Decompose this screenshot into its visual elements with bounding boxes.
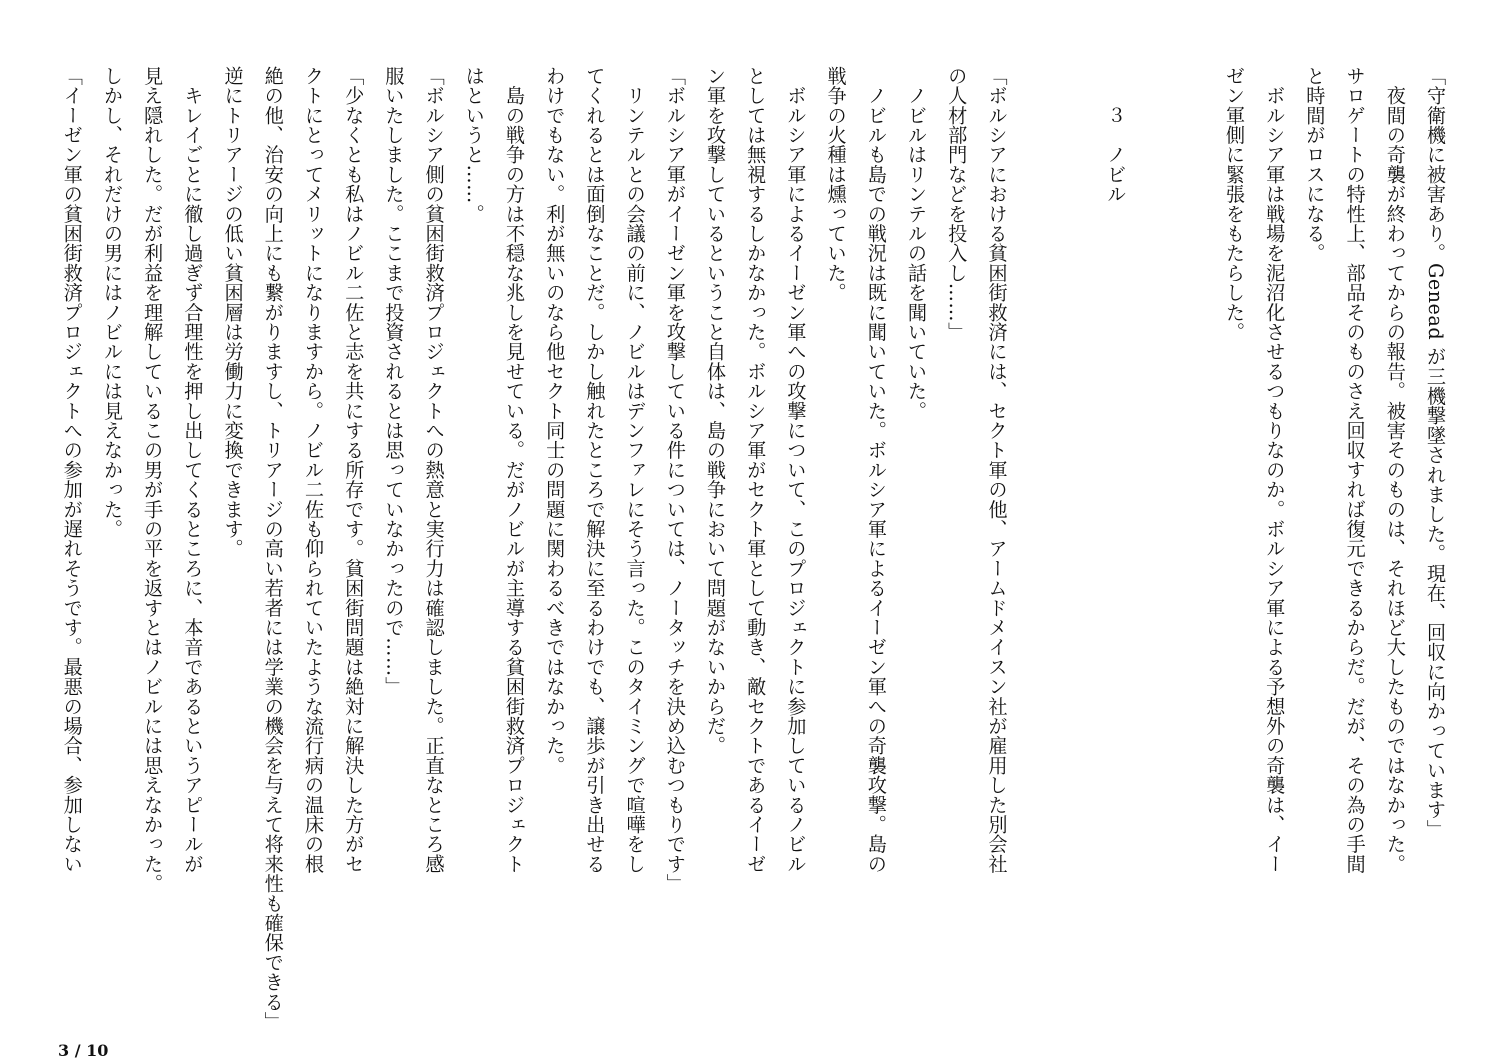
text-column: ボルシア軍は戦場を泥沼化させるつもりなのか。ボルシア軍による予想外の奇襲は、イー [1263,66,1287,874]
text-column: 夜間の奇襲が終わってからの報告。被害そのものは、それほど大したものではなかった。 [1383,66,1407,874]
text-column: サロゲートの特性上、部品そのものさえ回収すれば復元できるからだ。だが、その為の手間 [1343,66,1367,874]
text-column: 「ボルシア側の貧困街救済プロジェクトへの熱意と実行力は確認しました。正直なところ感 [422,66,446,874]
text-column: ン軍を攻撃しているということ自体は、島の戦争において問題がないからだ。 [704,66,727,756]
text-column: 「守衛機に被害あり。Genead が三機撃墜されました。現在、回収に向かっています」 [1424,66,1447,840]
text-column: てくれるとは面倒なことだ。しかし触れたところで解決に至るわけでも、譲歩が引き出せる [583,66,607,874]
text-column: の人材部門などを投入し……」 [945,66,969,342]
text-column: 絶の他、治安の向上にも繋がりますし、トリアージの高い若者には学業の機会を与えて将来性も確保できる」 [261,66,285,1032]
text-column: ゼン軍側に緊張をもたらした。 [1222,66,1246,342]
text-column: はというと……。 [462,66,486,224]
text-column: キレイごとに徹し過ぎず合理性を押し出してくるところに、本音であるというアピールが [181,66,205,874]
text-column: と時間がロスになる。 [1303,66,1327,263]
text-column: 戦争の火種は燻っていた。 [824,66,848,303]
text-column: 「イーゼン軍の貧困街救済プロジェクトへの参加が遅れそうです。最悪の場合、参加しない [60,66,84,874]
text-column: 「少なくとも私はノビル二佐と志を共にする所存です。貧困街問題は絶対に解決した方がセ [342,66,366,874]
text-column: しかし、それだけの男にはノビルには見えなかった。 [100,66,124,539]
vertical-text-body [52,66,1455,1032]
text-column: 服いたしました。ここまで投資されるとは思っていなかったので……」 [382,66,406,697]
text-column: クトにとってメリットになりますから。ノビル二佐も仰られていたような流行病の温床の根 [301,66,325,874]
blank-column [1036,66,1076,1026]
blank-column [1154,66,1194,1026]
text-column: 島の戦争の方は不穏な兆しを見せている。だがノビルが主導する貧困街救済プロジェクト [502,66,526,874]
text-column: 見え隠れした。だが利益を理解しているこの男が手の平を返すとはノビルには思えなかった。 [141,66,165,894]
chapter-heading: ３ ノビル [1104,66,1128,204]
text-column: 逆にトリアージの低い貧困層は労働力に変換できます。 [221,66,245,559]
text-column: わけでもない。利が無いのなら他セクト同士の問題に関わるべきではなかった。 [543,66,567,776]
text-column: ノビルはリンテルの話を聞いていた。 [905,66,929,421]
text-column: リンテルとの会議の前に、ノビルはデンファレにそう言った。このタイミングで喧嘩をし [623,66,647,874]
page-number: 3 / 10 [58,1041,109,1060]
text-column: ボルシア軍によるイーゼン軍への攻撃について、このプロジェクトに参加しているノビル [784,66,808,874]
text-column: ノビルも島での戦況は既に聞いていた。ボルシア軍によるイーゼン軍への奇襲攻撃。島の [864,66,888,874]
text-column: 「ボルシア軍がイーゼン軍を攻撃している件については、ノータッチを決め込むつもりです」 [663,66,687,894]
text-column: としては無視するしかなかった。ボルシア軍がセクト軍として動き、敵セクトであるイーゼ [744,66,768,874]
text-column: 「ボルシアにおける貧困街救済には、セクト軍の他、アームドメイスン社が雇用した別会社 [985,66,1009,874]
